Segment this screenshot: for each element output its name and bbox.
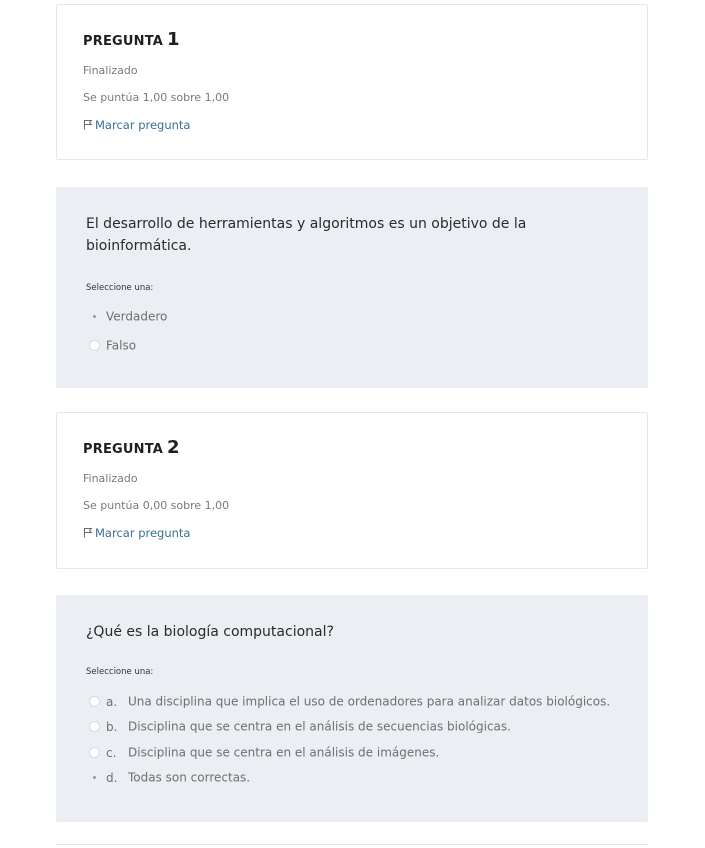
- question-label: PREGUNTA: [83, 442, 164, 457]
- question-state: Finalizado: [83, 64, 138, 77]
- answer-option-text: Falso: [106, 338, 137, 353]
- flag-icon: [83, 119, 95, 133]
- radio-button[interactable]: [89, 721, 100, 732]
- answer-option-letter: a.: [106, 694, 118, 709]
- question-state: Finalizado: [83, 472, 138, 485]
- question-1-title: [83, 29, 180, 50]
- question-2-content: [56, 595, 648, 822]
- radio-button-checked[interactable]: [89, 772, 100, 783]
- answer-option-letter: b.: [106, 719, 118, 734]
- answer-option-letter: d.: [106, 770, 118, 785]
- question-text: El desarrollo de herramientas y algoritmos es un objetivo de la bioinformática.: [86, 216, 527, 254]
- answer-option-text: Disciplina que se centra en el análisis de secuencias biológicas.: [128, 719, 511, 734]
- question-number: 2: [167, 437, 180, 458]
- radio-button-checked[interactable]: [89, 311, 100, 322]
- radio-button[interactable]: [89, 696, 100, 707]
- radio-button[interactable]: [89, 747, 100, 758]
- answer-option-b[interactable]: [89, 719, 511, 734]
- question-grade: Se puntúa 1,00 sobre 1,00: [83, 91, 230, 104]
- answer-option-text: Disciplina que se centra en el análisis de imágenes.: [128, 745, 440, 760]
- flag-question-label: Marcar pregunta: [95, 526, 191, 540]
- radio-button[interactable]: [89, 340, 100, 351]
- question-1-content: [56, 187, 648, 388]
- question-1-info: [56, 4, 648, 160]
- question-text: ¿Qué es la biología computacional?: [86, 624, 334, 640]
- flag-question-link[interactable]: [83, 118, 190, 133]
- question-2-title: [83, 437, 180, 458]
- next-question-card-edge: [56, 844, 648, 848]
- flag-question-label: Marcar pregunta: [95, 118, 191, 132]
- answer-option-d[interactable]: [89, 770, 250, 785]
- answer-prompt: Seleccione una:: [86, 283, 154, 293]
- answer-option-a[interactable]: [89, 694, 610, 709]
- answer-option-text: Verdadero: [106, 309, 168, 324]
- question-2-info: [56, 412, 648, 569]
- answer-prompt: Seleccione una:: [86, 667, 154, 677]
- question-label: PREGUNTA: [83, 34, 164, 49]
- flag-question-link[interactable]: [83, 526, 190, 541]
- question-grade: Se puntúa 0,00 sobre 1,00: [83, 499, 230, 512]
- question-number: 1: [167, 29, 180, 50]
- flag-icon: [83, 527, 95, 541]
- answer-option-letter: c.: [106, 745, 117, 760]
- answer-option-text: Una disciplina que implica el uso de ordenadores para analizar datos biológicos.: [128, 694, 611, 709]
- answer-option-c[interactable]: [89, 745, 439, 760]
- answer-option-verdadero[interactable]: [89, 309, 167, 324]
- answer-option-falso[interactable]: [89, 338, 136, 353]
- answer-option-text: Todas son correctas.: [128, 770, 251, 785]
